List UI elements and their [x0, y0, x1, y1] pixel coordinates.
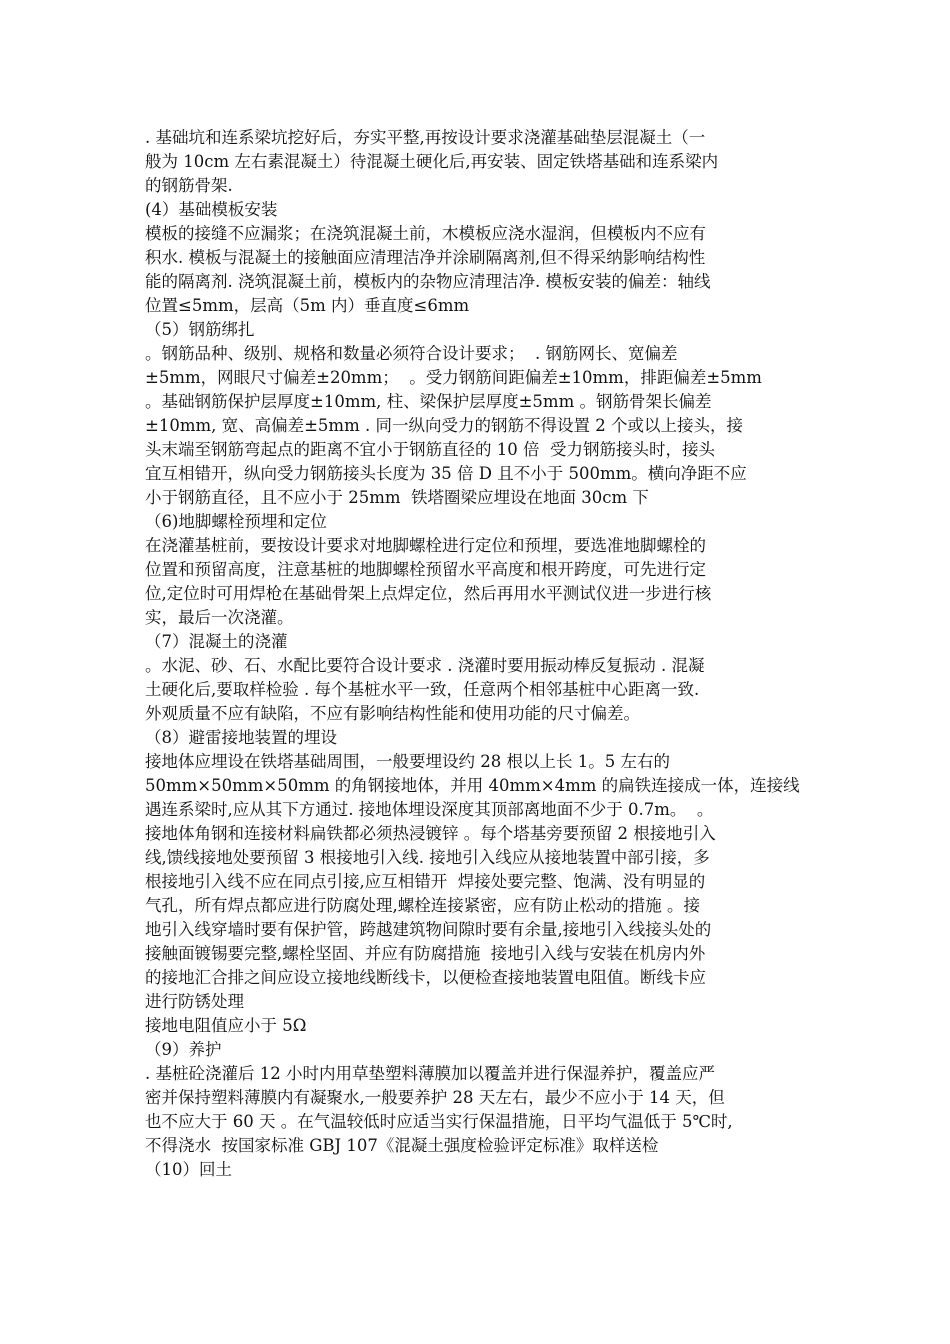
- document-body: [145, 126, 825, 1182]
- text-line: 。水泥、砂、石、水配比要符合设计要求 . 浇灌时要用振动棒反复振动 . 混凝: [145, 656, 705, 675]
- text-line: 在浇灌基桩前，要按设计要求对地脚螺栓进行定位和预埋，要选准地脚螺栓的: [145, 536, 706, 555]
- text-line: 位置和预留高度，注意基桩的地脚螺栓预留水平高度和根开跨度，可先进行定: [145, 560, 706, 579]
- text-line: 宜互相错开，纵向受力钢筋接头长度为 35 倍 D 且不小于 500mm。横向净距不应: [145, 464, 747, 483]
- text-line: 不得浇水 按国家标准 GBJ 107《混凝土强度检验评定标准》取样送检: [145, 1136, 659, 1155]
- text-line: 根接地引入线不应在同点引接,应互相错开 焊接处要完整、饱满、没有明显的: [145, 872, 706, 891]
- text-line: 接地体角钢和连接材料扁铁都必须热浸镀锌 。每个塔基旁要预留 2 根接地引入: [145, 824, 716, 843]
- text-line: 接触面镀锡要完整,螺栓坚固、并应有防腐措施 接地引入线与安装在机房内外: [145, 944, 706, 963]
- text-line: 位,定位时可用焊枪在基础骨架上点焊定位，然后再用水平测试仪进一步进行核: [145, 584, 712, 603]
- text-line: 的接地汇合排之间应设立接地线断线卡，以便检查接地装置电阻值。断线卡应: [145, 968, 706, 987]
- text-line: 也不应大于 60 天 。在气温较低时应适当实行保温措施，日平均气温低于 5℃时,: [145, 1112, 733, 1131]
- text-line: 头末端至钢筋弯起点的距离不宜小于钢筋直径的 10 倍 受力钢筋接头时，接头: [145, 440, 715, 459]
- text-line: 气孔，所有焊点都应进行防腐处理,螺栓连接紧密，应有防止松动的措施 。接: [145, 896, 700, 915]
- text-line: 模板的接缝不应漏浆；在浇筑混凝土前，木模板应浇水湿润，但模板内不应有: [145, 224, 706, 243]
- text-line: 地引入线穿墙时要有保护管，跨越建筑物间隙时要有余量,接地引入线接头处的: [145, 920, 712, 939]
- text-line: 接地体应埋设在铁塔基础周围，一般要埋设约 28 根以上长 1。5 左右的: [145, 752, 670, 771]
- section-heading: （10）回土: [145, 1160, 232, 1179]
- text-line: 进行防锈处理: [145, 992, 244, 1011]
- text-line: 。钢筋品种、级别、规格和数量必须符合设计要求； . 钢筋网长、宽偏差: [145, 344, 678, 363]
- text-line: 接地电阻值应小于 5Ω: [145, 1016, 307, 1035]
- text-line: 线,馈线接地处要预留 3 根接地引入线. 接地引入线应从接地装置中部引接，多: [145, 848, 710, 867]
- text-line: . 基桩砼浇灌后 12 小时内用草垫塑料薄膜加以覆盖并进行保湿养护，覆盖应严: [145, 1064, 715, 1083]
- section-heading: （6)地脚螺栓预埋和定位: [145, 512, 327, 531]
- text-line: 实，最后一次浇灌。: [145, 608, 294, 627]
- section-heading: (4）基础模板安装: [145, 200, 278, 219]
- text-line: 位置≤5mm，层高（5m 内）垂直度≤6mm: [145, 296, 470, 315]
- text-line: 密并保持塑料薄膜内有凝聚水,一般要养护 28 天左右，最少不应小于 14 天，但: [145, 1088, 725, 1107]
- text-line: 50mm×50mm×50mm 的角钢接地体，并用 40mm×4mm 的扁铁连接成一体，连接线: [145, 776, 800, 795]
- section-heading: （7）混凝土的浇灌: [145, 632, 288, 651]
- text-line: 的钢筋骨架.: [145, 176, 233, 195]
- section-heading: （8）避雷接地装置的埋设: [145, 728, 337, 747]
- text-line: . 基础坑和连系梁坑挖好后，夯实平整,再按设计要求浇灌基础垫层混凝土（一: [145, 128, 706, 147]
- text-line: 小于钢筋直径，且不应小于 25mm 铁塔圈梁应埋设在地面 30cm 下: [145, 488, 649, 507]
- text-line: 积水. 模板与混凝土的接触面应清理洁净并涂刷隔离剂,但不得采纳影响结构性: [145, 248, 706, 267]
- text-line: 外观质量不应有缺陷，不应有影响结构性能和使用功能的尺寸偏差。: [145, 704, 640, 723]
- text-line: 般为 10cm 左右素混凝土）待混凝土硬化后,再安装、固定铁塔基础和连系梁内: [145, 152, 719, 171]
- text-line: 能的隔离剂. 浇筑混凝土前，模板内的杂物应清理洁净. 模板安装的偏差：轴线: [145, 272, 711, 291]
- text-line: ±10mm, 宽、高偏差±5mm . 同一纵向受力的钢筋不得设置 2 个或以上接头，接: [145, 416, 743, 435]
- section-heading: （9）养护: [145, 1040, 222, 1059]
- text-line: 遇连系梁时,应从其下方通过. 接地体埋设深度其顶部离地面不少于 0.7m。 。: [145, 800, 714, 819]
- text-line: ±5mm，网眼尺寸偏差±20mm； 。受力钢筋间距偏差±10mm，排距偏差±5mm: [145, 368, 762, 387]
- section-heading: （5）钢筋绑扎: [145, 320, 255, 339]
- text-line: 。基础钢筋保护层厚度±10mm, 柱、梁保护层厚度±5mm 。钢筋骨架长偏差: [145, 392, 712, 411]
- text-line: 土硬化后,要取样检验 . 每个基桩水平一致，任意两个相邻基桩中心距离一致.: [145, 680, 700, 699]
